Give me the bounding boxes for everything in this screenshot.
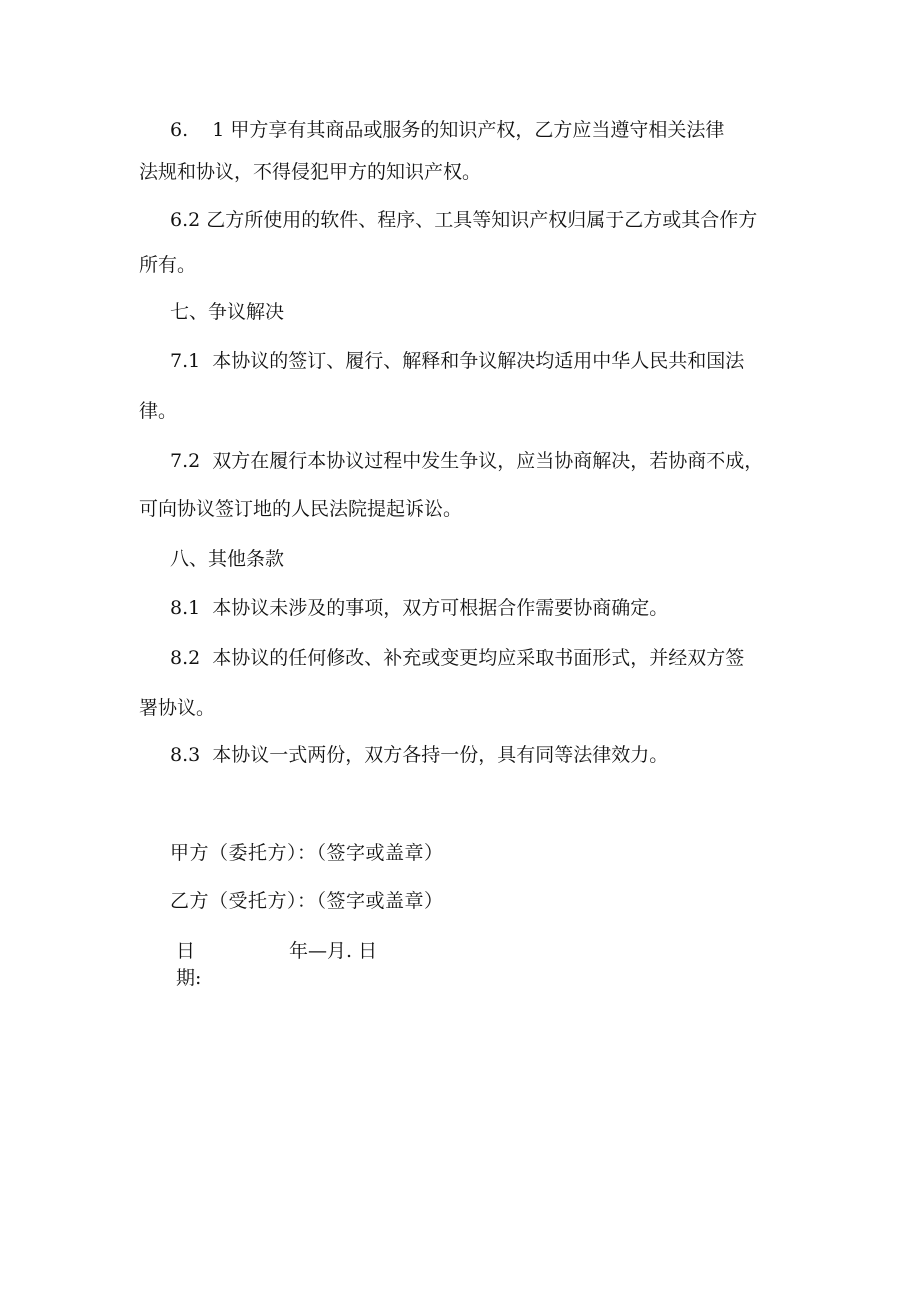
clause-6-2-line-2: 所有。 — [139, 254, 197, 276]
date-label-line-2: 期: — [176, 967, 202, 989]
clause-8-1: 8.1 本协议未涉及的事项，双方可根据合作需要协商确定。 — [170, 597, 669, 619]
party-b-signature: 乙方（受托方）：（签字或盖章） — [170, 890, 444, 912]
section-8-heading: 八、其他条款 — [170, 548, 285, 570]
date-value: 年—月. 日 — [289, 940, 378, 962]
clause-6-1-line-1: 6. 1 甲方享有其商品或服务的知识产权，乙方应当遵守相关法律 — [170, 119, 725, 141]
clause-7-1-line-1: 7.1 本协议的签订、履行、解释和争议解决均适用中华人民共和国法 — [170, 350, 745, 372]
party-a-signature: 甲方（委托方）：（签字或盖章） — [170, 842, 444, 864]
clause-7-2-line-1: 7.2 双方在履行本协议过程中发生争议，应当协商解决，若协商不成， — [170, 450, 764, 472]
date-label-line-1: 日 — [176, 940, 196, 962]
clause-7-1-line-2: 律。 — [139, 400, 178, 422]
clause-8-2-line-1: 8.2 本协议的任何修改、补充或变更均应采取书面形式，并经双方签 — [170, 647, 745, 669]
section-7-heading: 七、争议解决 — [170, 301, 285, 323]
clause-8-3: 8.3 本协议一式两份，双方各持一份，具有同等法律效力。 — [170, 744, 669, 766]
clause-6-2-line-1: 6.2 乙方所使用的软件、程序、工具等知识产权归属于乙方或其合作方 — [170, 209, 758, 231]
clause-6-1-line-2: 法规和协议，不得侵犯甲方的知识产权。 — [139, 161, 482, 183]
clause-8-2-line-2: 署协议。 — [139, 697, 216, 719]
clause-7-2-line-2: 可向协议签订地的人民法院提起诉讼。 — [139, 498, 463, 520]
